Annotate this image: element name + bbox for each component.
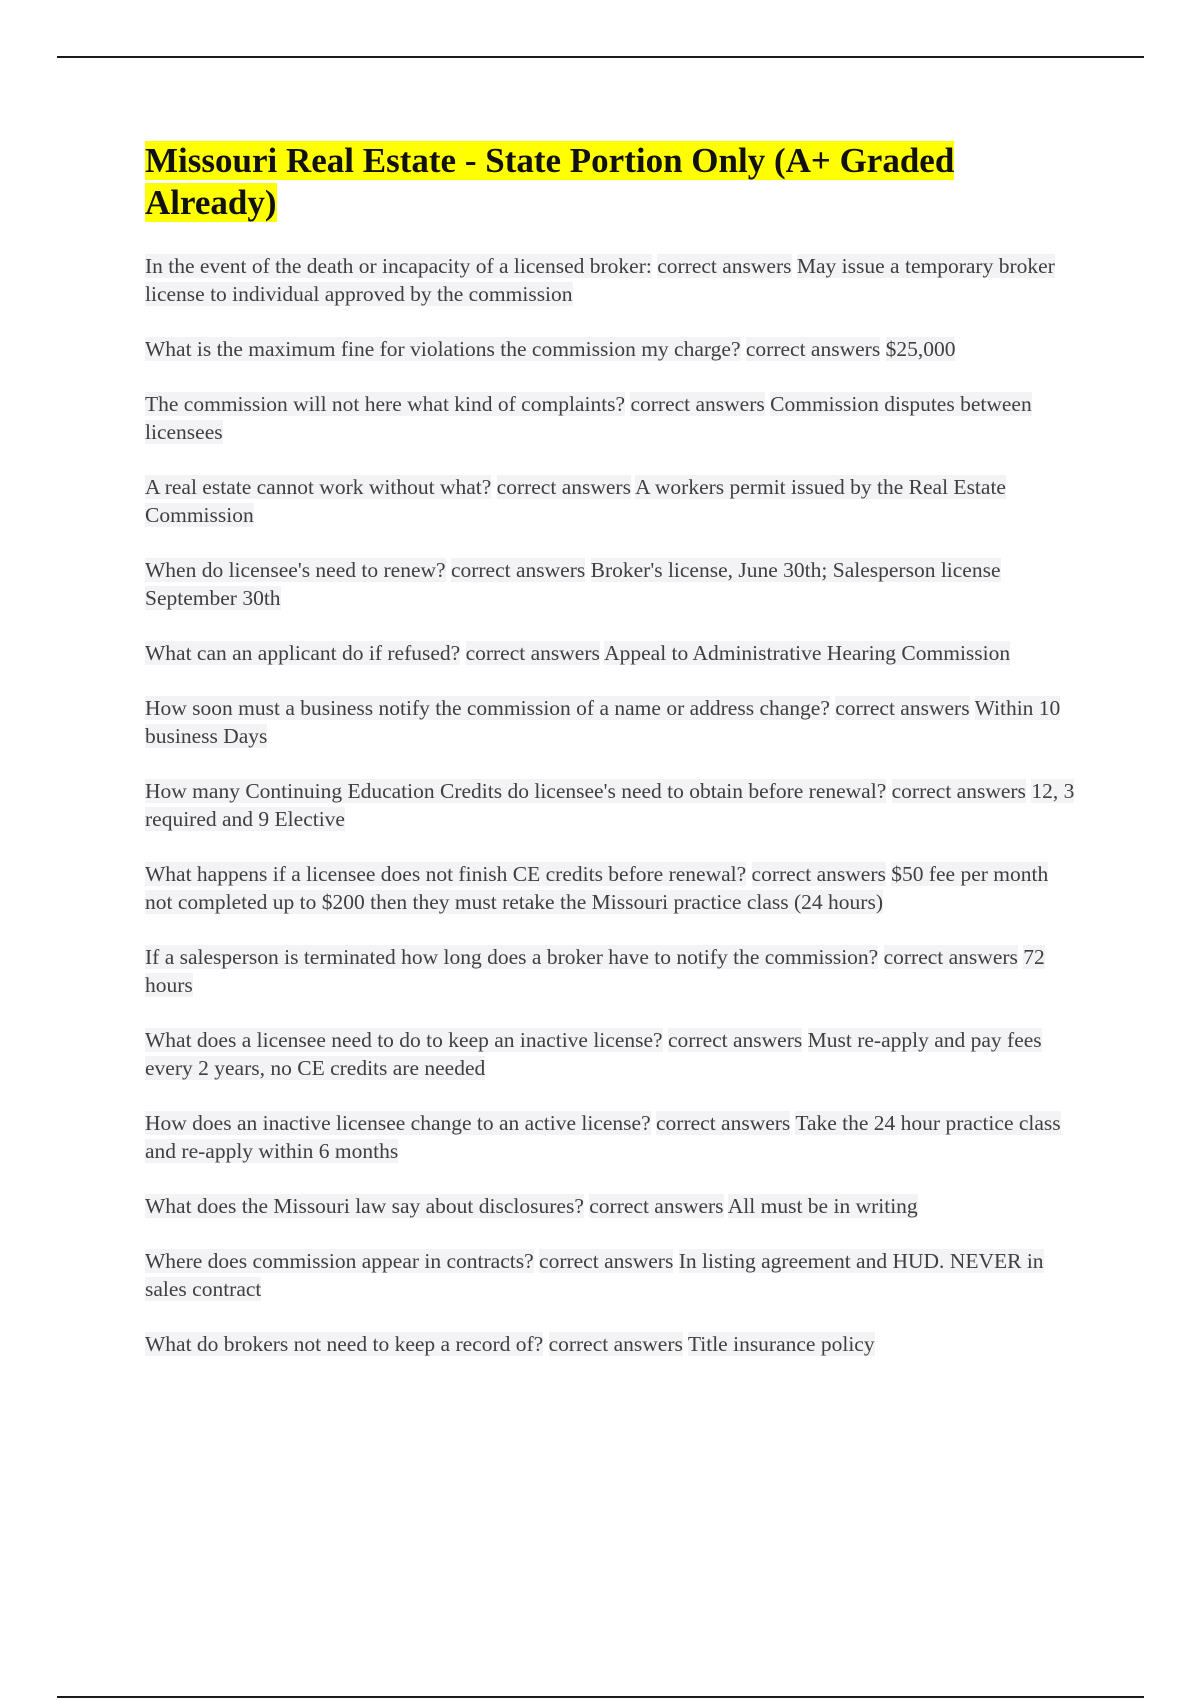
qa-question: How many Continuing Education Credits do licensee's need to obtain before renewal? xyxy=(145,779,887,803)
qa-answer: Commission disputes between licensees xyxy=(145,392,1032,444)
qa-question: What happens if a licensee does not finish CE credits before renewal? xyxy=(145,862,747,886)
qa-question: What does the Missouri law say about disclosures? xyxy=(145,1194,584,1218)
bottom-rule xyxy=(57,1696,1144,1698)
qa-item xyxy=(145,335,1080,363)
qa-answer: All must be in writing xyxy=(727,1194,918,1218)
qa-question: What do brokers not need to keep a record of? xyxy=(145,1332,544,1356)
qa-question: A real estate cannot work without what? xyxy=(145,475,492,499)
qa-answer: Title insurance policy xyxy=(687,1332,875,1356)
qa-answer-label: correct answers xyxy=(891,779,1026,803)
qa-answer-label: correct answers xyxy=(751,862,886,886)
document-title xyxy=(145,140,1080,224)
qa-item xyxy=(145,639,1080,667)
qa-answer-label: correct answers xyxy=(548,1332,683,1356)
qa-answer-label: correct answers xyxy=(496,475,631,499)
qa-list xyxy=(145,252,1080,1358)
qa-item xyxy=(145,1192,1080,1220)
qa-answer: A workers permit issued by the Real Estate Commission xyxy=(145,475,1006,527)
qa-item xyxy=(145,777,1080,833)
document-body xyxy=(145,140,1080,1385)
qa-question: Where does commission appear in contracts? xyxy=(145,1249,534,1273)
qa-answer-label: correct answers xyxy=(465,641,600,665)
qa-question: What is the maximum fine for violations the commission my charge? xyxy=(145,337,741,361)
qa-question: What does a licensee need to do to keep an inactive license? xyxy=(145,1028,663,1052)
qa-answer: Appeal to Administrative Hearing Commission xyxy=(604,641,1011,665)
qa-item xyxy=(145,390,1080,446)
qa-item xyxy=(145,1026,1080,1082)
qa-question: How does an inactive licensee change to an active license? xyxy=(145,1111,651,1135)
qa-answer-label: correct answers xyxy=(745,337,881,361)
qa-answer: $50 fee per month not completed up to $200 then they must retake the Missouri practice class (24 hours) xyxy=(145,862,1049,914)
qa-answer-label: correct answers xyxy=(835,696,970,720)
qa-item xyxy=(145,1109,1080,1165)
qa-item xyxy=(145,860,1080,916)
qa-item xyxy=(145,1247,1080,1303)
qa-question: The commission will not here what kind of complaints? xyxy=(145,392,626,416)
qa-answer-label: correct answers xyxy=(630,392,765,416)
qa-item xyxy=(145,1330,1080,1358)
qa-item xyxy=(145,473,1080,529)
qa-answer-label: correct answers xyxy=(539,1249,674,1273)
qa-answer-label: correct answers xyxy=(667,1028,803,1052)
qa-answer: In listing agreement and HUD. NEVER in sales contract xyxy=(145,1249,1044,1301)
qa-answer: May issue a temporary broker license to individual approved by the commission xyxy=(145,254,1055,306)
qa-question: When do licensee's need to renew? xyxy=(145,558,446,582)
qa-answer-label: correct answers xyxy=(883,945,1018,969)
qa-answer: Broker's license, June 30th; Salesperson license September 30th xyxy=(145,558,1001,610)
qa-item xyxy=(145,943,1080,999)
qa-item xyxy=(145,252,1080,308)
qa-question: In the event of the death or incapacity of a licensed broker: xyxy=(145,254,652,278)
qa-answer-label: correct answers xyxy=(450,558,586,582)
qa-answer: Within 10 business Days xyxy=(145,696,1061,748)
qa-question: How soon must a business notify the commission of a name or address change? xyxy=(145,696,830,720)
qa-answer: 72 hours xyxy=(145,945,1045,997)
document-title-text: Missouri Real Estate - State Portion Only (A+ Graded Already) xyxy=(145,141,955,222)
qa-item xyxy=(145,556,1080,612)
qa-question: What can an applicant do if refused? xyxy=(145,641,461,665)
qa-answer: Take the 24 hour practice class and re-apply within 6 months xyxy=(145,1111,1061,1163)
qa-question: If a salesperson is terminated how long does a broker have to notify the commission? xyxy=(145,945,879,969)
qa-answer-label: correct answers xyxy=(589,1194,724,1218)
qa-answer: Must re-apply and pay fees every 2 years, no CE credits are needed xyxy=(145,1028,1042,1080)
qa-answer: $25,000 xyxy=(885,337,956,361)
qa-answer-label: correct answers xyxy=(657,254,792,278)
qa-answer: 12, 3 required and 9 Elective xyxy=(145,779,1075,831)
qa-item xyxy=(145,694,1080,750)
top-rule xyxy=(57,56,1144,58)
qa-answer-label: correct answers xyxy=(656,1111,791,1135)
